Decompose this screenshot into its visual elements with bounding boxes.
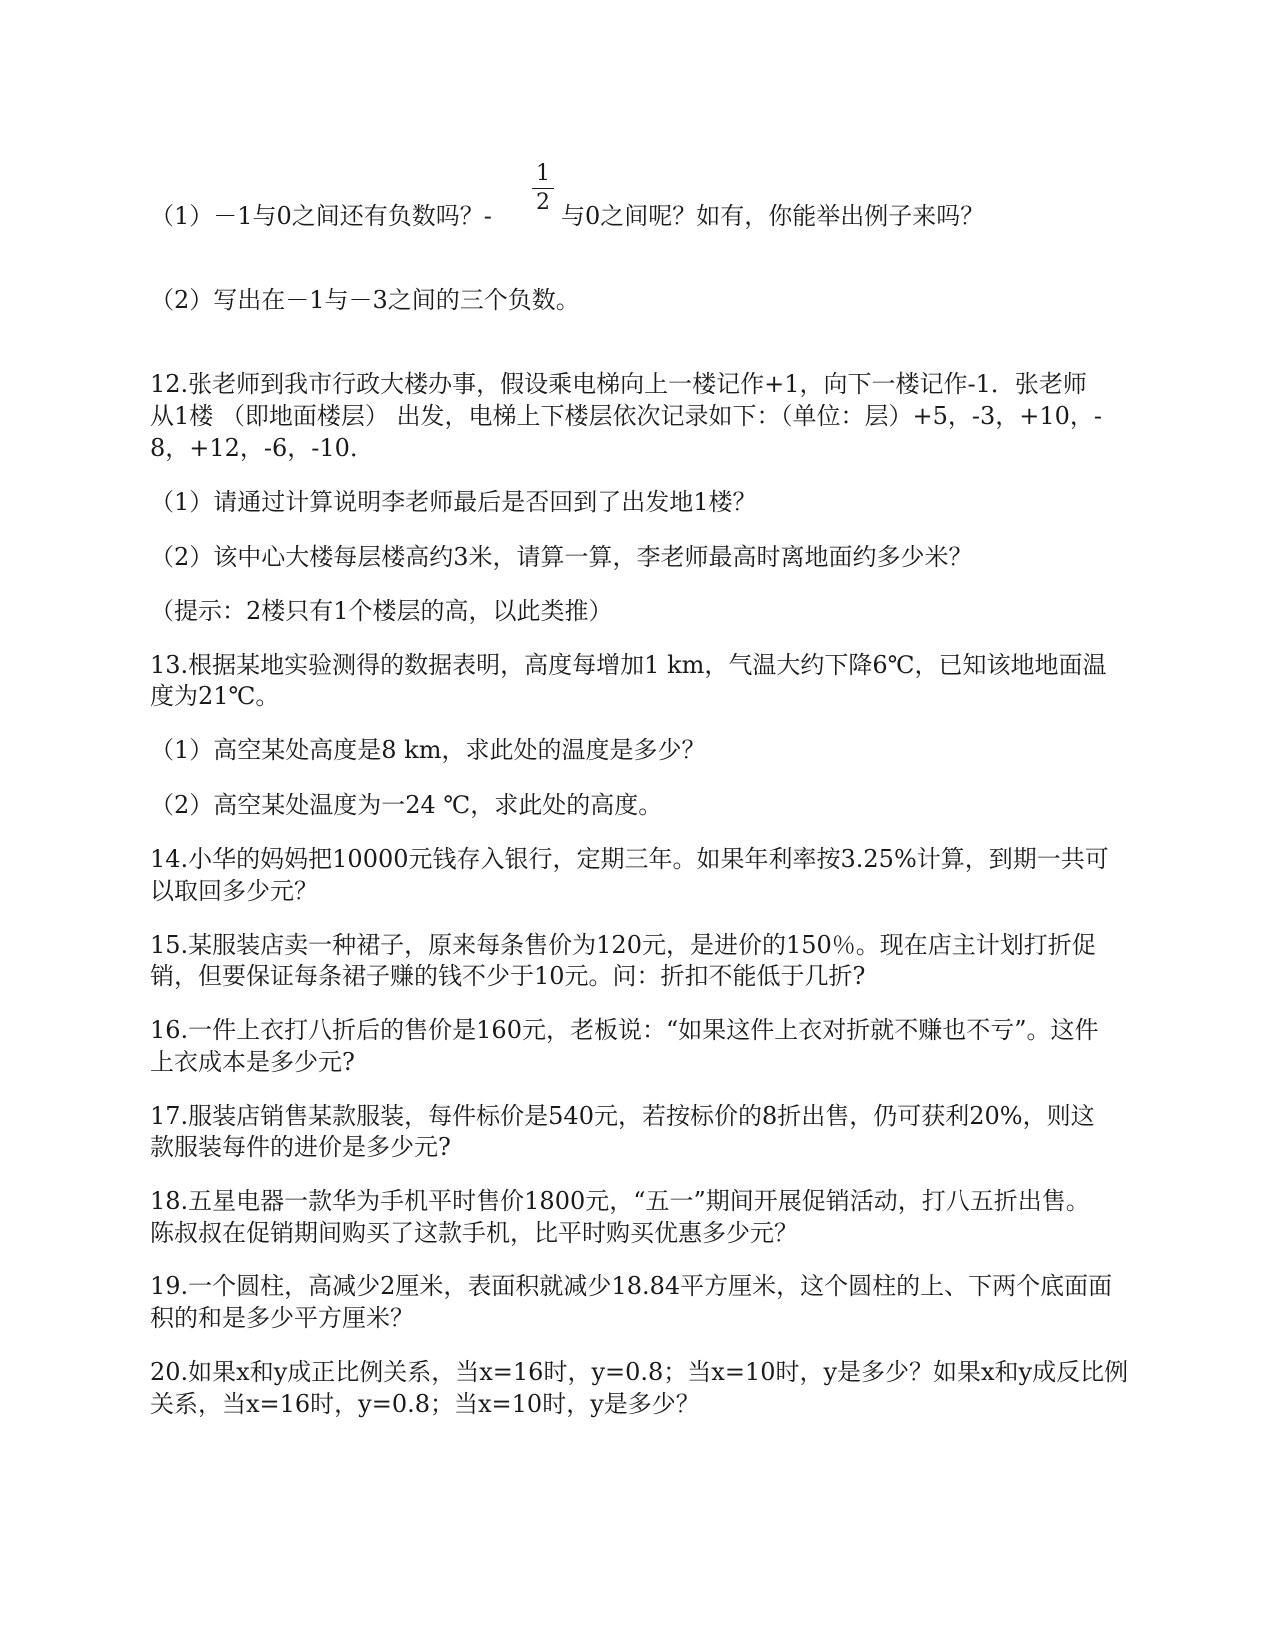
q18-line-1: 18.五星电器一款华为手机平时售价1800元，“五一”期间开展促销活动，打八五折出售。 [150,1187,1090,1215]
fraction-denominator: 2 [536,190,550,215]
q12-hint: （提示：2楼只有1个楼层的高，以此类推） [150,597,613,625]
q15-line-1: 15.某服装店卖一种裙子，原来每条售价为120元，是进价的150％。现在店主计划打折促 [150,931,1096,959]
fraction-bar [532,188,554,189]
q14-line-2: 以取回多少元？ [150,877,318,905]
q16-line-1: 16.一件上衣打八折后的售价是160元，老板说：“如果这件上衣对折就不赚也不亏”。这件 [150,1016,1099,1044]
q15-line-2: 销，但要保证每条裙子赚的钱不少于10元。问：折扣不能低于几折? [150,962,866,990]
q12-line-3: 8，+12，-6，-10． [150,434,374,462]
q11-sub2: （2）写出在－1与－3之间的三个负数。 [150,286,580,314]
fraction-one-half [528,162,558,215]
q19-line-1: 19.一个圆柱，高减少2厘米，表面积就减少18.84平方厘米，这个圆柱的上、下两个底面面 [150,1272,1113,1300]
q12-line-2: 从1楼 （即地面楼层） 出发，电梯上下楼层依次记录如下：（单位：层）+5，-3，+10，- [150,402,1103,430]
q11-sub1-before: （1）－1与0之间还有负数吗？- [150,202,492,230]
q16-line-2: 上衣成本是多少元? [150,1048,355,1076]
q20-line-2: 关系，当x=16时，y=0.8；当x=10时，y是多少？ [150,1390,700,1418]
q17-line-2: 款服装每件的进价是多少元? [150,1133,451,1161]
q12-sub1: （1）请通过计算说明李老师最后是否回到了出发地1楼？ [150,488,757,516]
q12-sub2: （2）该中心大楼每层楼高约3米，请算一算，李老师最高时离地面约多少米？ [150,543,973,571]
q17-line-1: 17.服装店销售某款服装，每件标价是540元，若按标价的8折出售，仍可获利20%，则这 [150,1102,1095,1130]
q12-line-1: 12.张老师到我市行政大楼办事，假设乘电梯向上一楼记作+1，向下一楼记作-1．张老师 [150,370,1087,398]
q11-sub1-after: 与0之间呢？如有，你能举出例子来吗？ [561,202,985,230]
q14-line-1: 14.小华的妈妈把10000元钱存入银行，定期三年。如果年利率按3.25%计算，到期一共可 [150,845,1109,873]
q20-line-1: 20.如果x和y成正比例关系，当x=16时，y=0.8；当x=10时，y是多少？如果x和y成反比例 [150,1358,1129,1386]
q13-sub1: （1）高空某处高度是8 km，求此处的温度是多少？ [150,736,706,764]
q13-line-2: 度为21℃。 [150,682,280,710]
q18-line-2: 陈叔叔在促销期间购买了这款手机，比平时购买优惠多少元？ [150,1219,798,1247]
q13-line-1: 13.根据某地实验测得的数据表明，高度每增加1 km，气温大约下降6℃，已知该地地面温 [150,651,1107,679]
fraction-numerator: 1 [536,161,550,186]
q13-sub2: （2）高空某处温度为一24 ℃，求此处的高度。 [150,791,663,819]
q19-line-2: 积的和是多少平方厘米？ [150,1304,414,1332]
